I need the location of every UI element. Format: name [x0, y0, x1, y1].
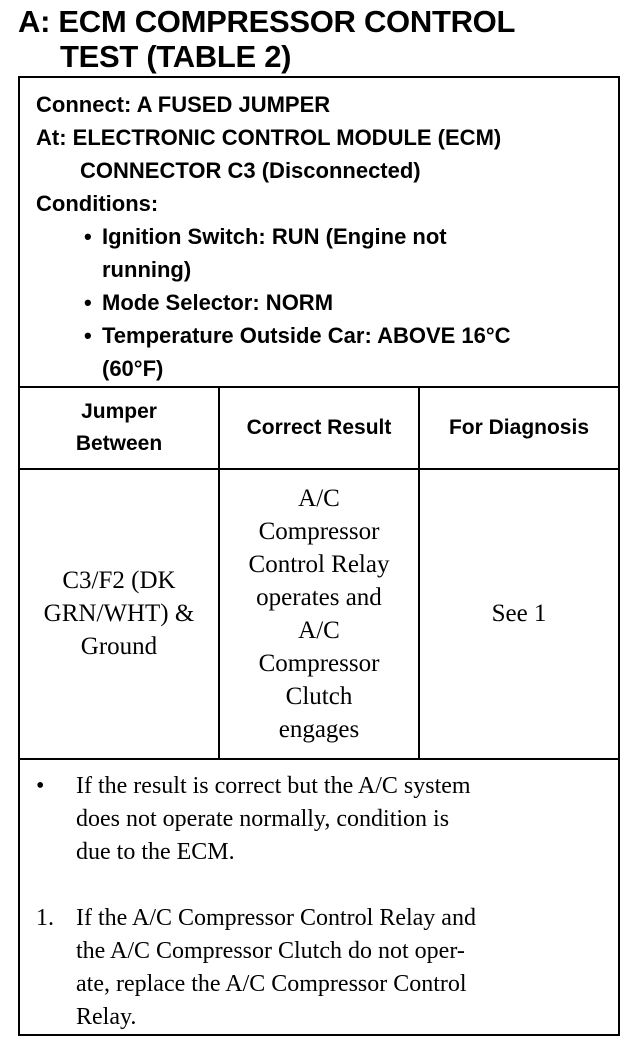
- test-table: [18, 76, 620, 1036]
- condition-item-temperature: [80, 319, 618, 385]
- header-text: Jumper: [81, 400, 157, 423]
- at-line-2: CONNECTOR C3 (Disconnected): [80, 158, 421, 183]
- note-marker: 1.: [36, 905, 54, 931]
- cell-result: [220, 468, 420, 758]
- cell-diagnosis: [420, 468, 618, 758]
- note-line: If the A/C Compressor Control Relay and: [76, 905, 476, 931]
- condition-text: • Ignition Switch: RUN (Engine not: [102, 224, 447, 249]
- cell-text: engages: [278, 716, 360, 743]
- page-title: [18, 4, 515, 74]
- notes-section: [20, 758, 618, 1034]
- note-bullet: [36, 770, 606, 869]
- conditions-section: [20, 78, 618, 388]
- note-line: ate, replace the A/C Compressor Control: [76, 971, 467, 997]
- table-header-row: [20, 388, 618, 470]
- header-text: Correct Result: [246, 416, 392, 439]
- cell-text: Compressor: [258, 650, 380, 677]
- note-numbered-1: [36, 902, 606, 1034]
- note-marker: •: [36, 773, 45, 799]
- condition-text: • Temperature Outside Car: ABOVE 16°C: [102, 323, 511, 348]
- table-row: [20, 468, 618, 760]
- cell-text: C3/F2 (DK: [62, 566, 176, 594]
- header-correct-result: [220, 388, 420, 468]
- cell-text: A/C: [298, 617, 340, 644]
- cell-text: operates and: [256, 584, 382, 611]
- cell-text: A/C: [298, 485, 340, 512]
- title-line-2: TEST (TABLE 2): [60, 39, 292, 74]
- cell-text: Clutch: [285, 683, 353, 710]
- condition-text: running): [102, 257, 192, 282]
- condition-item-ignition: [80, 220, 618, 286]
- cell-text: Ground: [80, 632, 158, 660]
- header-text: Between: [75, 432, 163, 455]
- condition-text: • Mode Selector: NORM: [102, 290, 334, 315]
- condition-item-mode: [80, 286, 618, 319]
- header-jumper-between: [20, 388, 220, 468]
- header-text: For Diagnosis: [448, 416, 590, 439]
- connect-line: Connect: A FUSED JUMPER: [36, 92, 331, 117]
- cell-text: GRN/WHT) &: [43, 599, 195, 627]
- conditions-list: [36, 220, 618, 385]
- note-line: the A/C Compressor Clutch do not oper-: [76, 938, 465, 964]
- note-line: Relay.: [76, 1004, 137, 1030]
- cell-text: See 1: [491, 599, 547, 627]
- condition-text: (60°F): [102, 356, 164, 381]
- cell-text: Control Relay: [248, 551, 390, 578]
- header-for-diagnosis: [420, 388, 618, 468]
- cell-jumper: [20, 468, 220, 758]
- note-line: does not operate normally, condition is: [76, 806, 450, 832]
- at-line-1: At: ELECTRONIC CONTROL MODULE (ECM): [36, 125, 502, 150]
- note-line: due to the ECM.: [76, 839, 235, 865]
- note-line: If the result is correct but the A/C system: [76, 773, 471, 799]
- title-line-1: A: ECM COMPRESSOR CONTROL: [18, 4, 516, 39]
- conditions-label: Conditions:: [36, 191, 159, 216]
- cell-text: Compressor: [258, 518, 380, 545]
